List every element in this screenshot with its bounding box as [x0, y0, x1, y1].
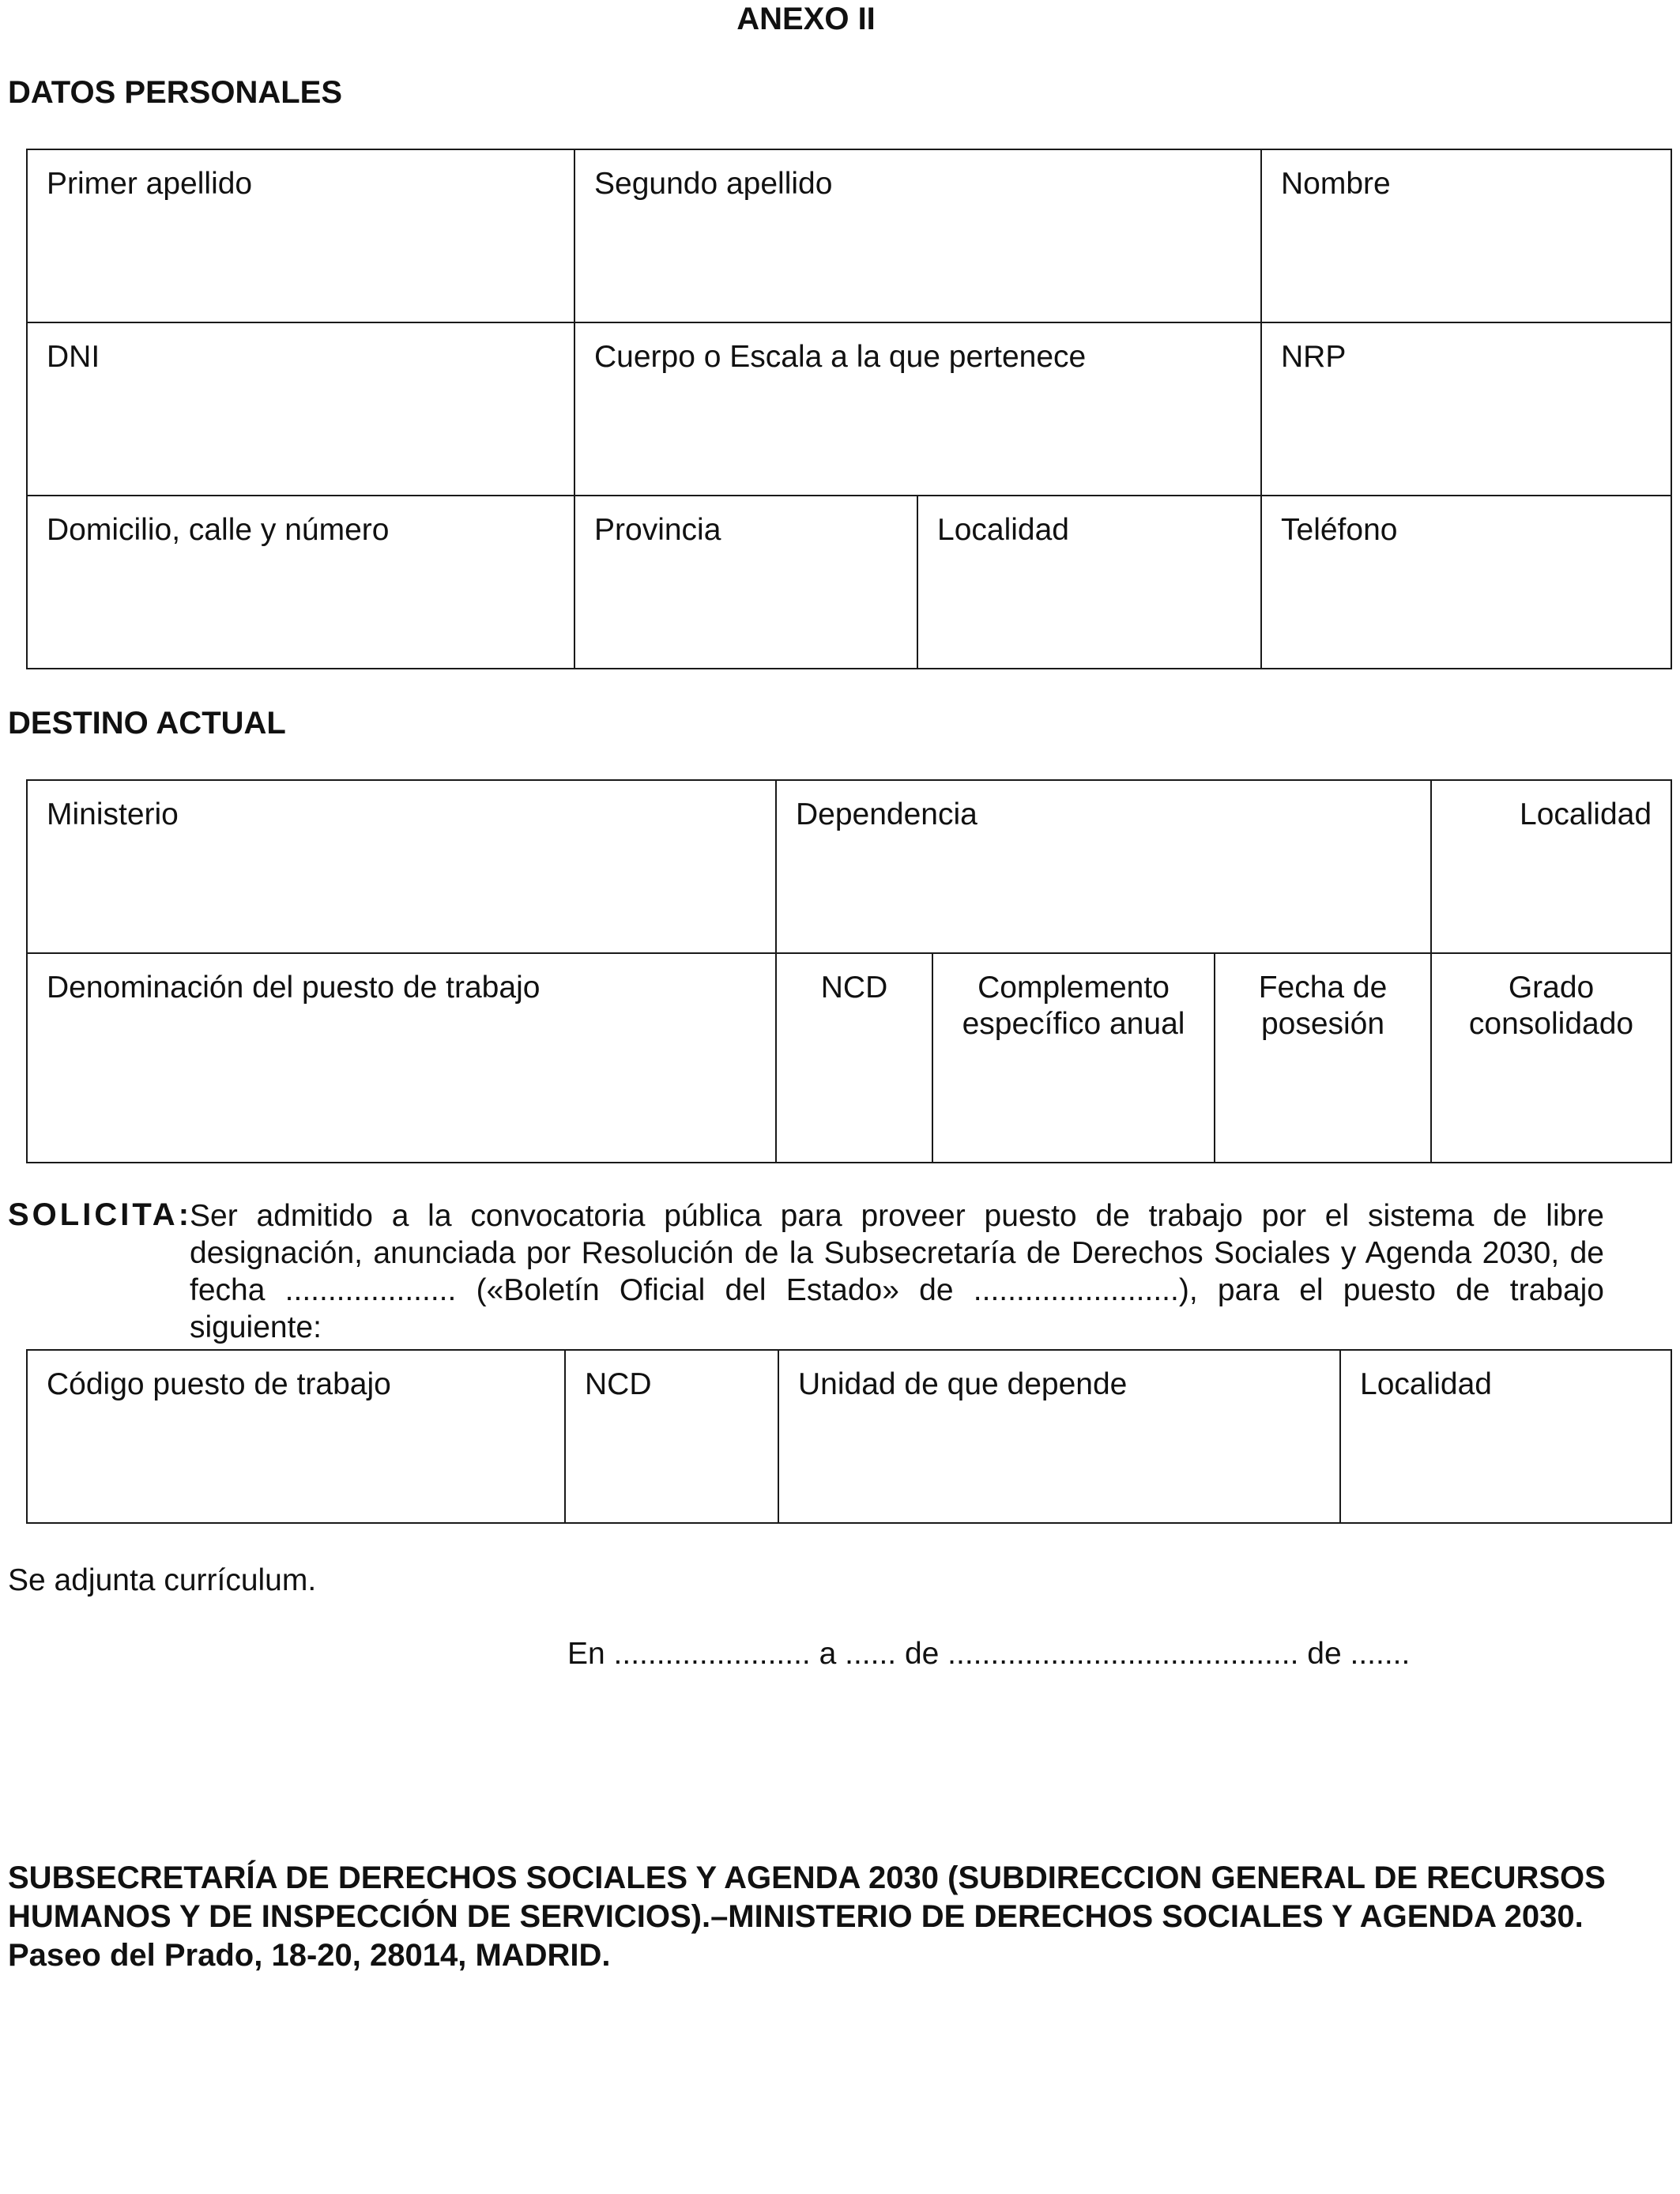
puesto-ncd-field[interactable]: NCD — [565, 1350, 778, 1523]
adjunta-curriculum-text: Se adjunta currículum. — [8, 1563, 317, 1597]
primer-apellido-field[interactable]: Primer apellido — [27, 149, 574, 322]
cuerpo-escala-field[interactable]: Cuerpo o Escala a la que pertenece — [574, 322, 1261, 496]
footer-address — [8, 1859, 1636, 1975]
domicilio-field[interactable]: Domicilio, calle y número — [27, 496, 574, 669]
solicita-line: Ser admitido a la convocatoria pública para proveer puesto de trabajo por el sistema de libre — [190, 1199, 1604, 1233]
nrp-field[interactable]: NRP — [1261, 322, 1671, 496]
solicita-paragraph — [190, 1197, 1604, 1346]
fecha-lugar-line: En ....................... a ...... de ......................................... de ....... — [567, 1637, 1411, 1671]
destino-localidad-field[interactable]: Localidad — [1431, 780, 1671, 953]
ministerio-field[interactable]: Ministerio — [27, 780, 776, 953]
fecha-posesion-field[interactable]: Fecha de posesión — [1215, 953, 1431, 1163]
complemento-especifico-field[interactable]: Complemento específico anual — [932, 953, 1215, 1163]
unidad-depende-field[interactable]: Unidad de que depende — [778, 1350, 1340, 1523]
dni-field[interactable]: DNI — [27, 322, 574, 496]
nombre-field[interactable]: Nombre — [1261, 149, 1671, 322]
footer-line: HUMANOS Y DE INSPECCIÓN DE SERVICIOS).–MINISTERIO DE DERECHOS SOCIALES Y AGENDA 2030. — [8, 1899, 1584, 1934]
denominacion-puesto-field[interactable]: Denominación del puesto de trabajo — [27, 953, 776, 1163]
datos-personales-heading: DATOS PERSONALES — [8, 75, 343, 110]
localidad-field[interactable]: Localidad — [917, 496, 1261, 669]
document-title: ANEXO II — [736, 2, 876, 36]
puesto-localidad-field[interactable]: Localidad — [1340, 1350, 1671, 1523]
solicita-line: designación, anunciada por Resolución de la Subsecretaría de Derechos Sociales y Agenda 2030, de — [190, 1236, 1604, 1270]
puesto-solicitado-table — [26, 1349, 1672, 1524]
footer-line: SUBSECRETARÍA DE DERECHOS SOCIALES Y AGENDA 2030 (SUBDIRECCION GENERAL DE RECURSOS — [8, 1860, 1606, 1895]
destino-actual-table — [26, 779, 1672, 1163]
datos-personales-table — [26, 149, 1672, 669]
telefono-field[interactable]: Teléfono — [1261, 496, 1671, 669]
footer-line: Paseo del Prado, 18-20, 28014, MADRID. — [8, 1938, 611, 1973]
solicita-line: fecha .................... («Boletín Oficial del Estado» de ........................), para el puesto de trabajo siguiente: — [190, 1273, 1604, 1344]
segundo-apellido-field[interactable]: Segundo apellido — [574, 149, 1261, 322]
grado-consolidado-field[interactable]: Grado consolidado — [1431, 953, 1671, 1163]
codigo-puesto-field[interactable]: Código puesto de trabajo — [27, 1350, 565, 1523]
provincia-field[interactable]: Provincia — [574, 496, 917, 669]
dependencia-field[interactable]: Dependencia — [776, 780, 1431, 953]
ncd-field[interactable]: NCD — [776, 953, 932, 1163]
destino-actual-heading: DESTINO ACTUAL — [8, 706, 286, 741]
solicita-label: SOLICITA: — [8, 1197, 193, 1232]
